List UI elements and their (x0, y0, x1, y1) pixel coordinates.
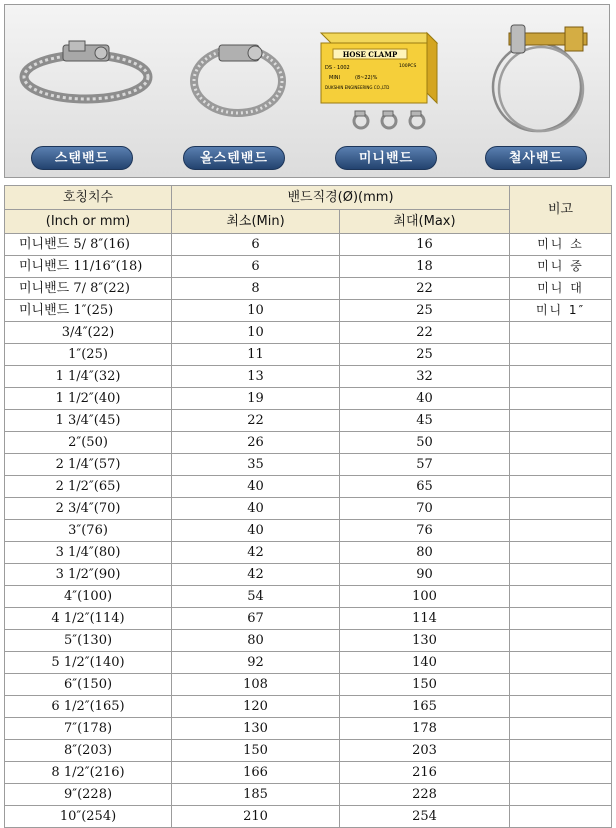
table-row (5, 762, 612, 784)
cell-min: 10 (172, 300, 340, 322)
cell-note (510, 388, 612, 410)
cell-size: 7″(178) (5, 718, 172, 740)
cell-note (510, 322, 612, 344)
cell-max: 32 (340, 366, 510, 388)
cell-min: 35 (172, 454, 340, 476)
cell-max: 203 (340, 740, 510, 762)
cell-note (510, 652, 612, 674)
cell-min: 67 (172, 608, 340, 630)
cell-min: 10 (172, 322, 340, 344)
table-row (5, 608, 612, 630)
table-row (5, 366, 612, 388)
product-wire-band (465, 5, 615, 179)
cell-note (510, 366, 612, 388)
header-note: 비고 (510, 186, 612, 234)
cell-min: 166 (172, 762, 340, 784)
cell-size: 미니밴드 11/16″(18) (5, 256, 172, 278)
cell-min: 80 (172, 630, 340, 652)
table-row (5, 784, 612, 806)
cell-size: 2 1/4″(57) (5, 454, 172, 476)
cell-min: 13 (172, 366, 340, 388)
cell-size: 3″(76) (5, 520, 172, 542)
cell-max: 114 (340, 608, 510, 630)
cell-size: 4″(100) (5, 586, 172, 608)
cell-note (510, 344, 612, 366)
cell-max: 50 (340, 432, 510, 454)
header-size-unit: (Inch or mm) (5, 210, 172, 234)
cell-min: 210 (172, 806, 340, 828)
cell-note (510, 806, 612, 828)
cell-note (510, 432, 612, 454)
cell-max: 228 (340, 784, 510, 806)
cell-min: 42 (172, 542, 340, 564)
product-label-mini-band: 미니밴드 (335, 146, 437, 170)
cell-size: 2 3/4″(70) (5, 498, 172, 520)
box-mini: MINI (329, 75, 341, 81)
cell-max: 130 (340, 630, 510, 652)
cell-min: 40 (172, 498, 340, 520)
cell-size: 9″(228) (5, 784, 172, 806)
box-pcs: 100PCS (399, 64, 417, 69)
wire-band-clamp-icon (465, 11, 615, 137)
cell-size: 2 1/2″(65) (5, 476, 172, 498)
cell-max: 22 (340, 322, 510, 344)
cell-size: 5 1/2″(140) (5, 652, 172, 674)
cell-max: 65 (340, 476, 510, 498)
cell-size: 미니밴드 1″(25) (5, 300, 172, 322)
cell-size: 5″(130) (5, 630, 172, 652)
cell-note (510, 762, 612, 784)
cell-max: 178 (340, 718, 510, 740)
cell-max: 25 (340, 300, 510, 322)
cell-note (510, 476, 612, 498)
table-row (5, 476, 612, 498)
cell-min: 40 (172, 476, 340, 498)
table-row (5, 322, 612, 344)
table-row (5, 454, 612, 476)
cell-note (510, 542, 612, 564)
cell-note: 미니 대 (510, 278, 612, 300)
cell-size: 1″(25) (5, 344, 172, 366)
cell-size: 6″(150) (5, 674, 172, 696)
table-row (5, 498, 612, 520)
cell-max: 40 (340, 388, 510, 410)
table-row (5, 740, 612, 762)
cell-min: 54 (172, 586, 340, 608)
header-diameter: 밴드직경(Ø)(mm) (172, 186, 510, 210)
cell-note: 미니 중 (510, 256, 612, 278)
product-label-all-stainless-band: 올스텐밴드 (183, 146, 285, 170)
cell-max: 57 (340, 454, 510, 476)
table-row (5, 652, 612, 674)
table-body (5, 234, 612, 828)
cell-size: 3 1/2″(90) (5, 564, 172, 586)
cell-size: 1 1/4″(32) (5, 366, 172, 388)
table-row (5, 388, 612, 410)
cell-note (510, 674, 612, 696)
table-row (5, 542, 612, 564)
product-label-stainless-band: 스탠밴드 (31, 146, 133, 170)
cell-max: 70 (340, 498, 510, 520)
all-stainless-band-clamp-icon (163, 11, 313, 137)
cell-size: 1 3/4″(45) (5, 410, 172, 432)
table-row (5, 696, 612, 718)
cell-note (510, 410, 612, 432)
cell-note (510, 740, 612, 762)
cell-min: 130 (172, 718, 340, 740)
cell-max: 76 (340, 520, 510, 542)
cell-max: 165 (340, 696, 510, 718)
product-stainless-band (11, 5, 161, 179)
cell-max: 18 (340, 256, 510, 278)
cell-size: 6 1/2″(165) (5, 696, 172, 718)
stainless-band-clamp-icon (11, 11, 161, 137)
cell-min: 11 (172, 344, 340, 366)
mini-band-box-icon (315, 11, 465, 137)
cell-size: 미니밴드 7/ 8″(22) (5, 278, 172, 300)
cell-note (510, 454, 612, 476)
cell-note (510, 718, 612, 740)
cell-size: 3/4″(22) (5, 322, 172, 344)
product-mini-band (315, 5, 465, 179)
cell-note (510, 696, 612, 718)
table-row (5, 674, 612, 696)
header-max: 최대(Max) (340, 210, 510, 234)
cell-size: 8 1/2″(216) (5, 762, 172, 784)
cell-max: 216 (340, 762, 510, 784)
cell-max: 100 (340, 586, 510, 608)
table-row (5, 432, 612, 454)
box-title: HOSE CLAMP (342, 50, 398, 59)
box-range: (8~22)% (355, 75, 378, 81)
header-min: 최소(Min) (172, 210, 340, 234)
cell-note (510, 630, 612, 652)
cell-min: 108 (172, 674, 340, 696)
cell-note: 미니 1″ (510, 300, 612, 322)
cell-note (510, 586, 612, 608)
header-size: 호칭치수 (5, 186, 172, 210)
cell-size: 8″(203) (5, 740, 172, 762)
table-row (5, 234, 612, 256)
cell-size: 3 1/4″(80) (5, 542, 172, 564)
cell-max: 22 (340, 278, 510, 300)
cell-size: 10″(254) (5, 806, 172, 828)
cell-note: 미니 소 (510, 234, 612, 256)
table-row (5, 630, 612, 652)
cell-note (510, 498, 612, 520)
table-row (5, 564, 612, 586)
table-row (5, 344, 612, 366)
cell-note (510, 784, 612, 806)
table-row (5, 278, 612, 300)
cell-max: 254 (340, 806, 510, 828)
box-model: DS - 1002 (325, 65, 350, 71)
cell-min: 150 (172, 740, 340, 762)
cell-min: 19 (172, 388, 340, 410)
table-row (5, 410, 612, 432)
box-maker: DUKSHIN ENGINEERING CO.,LTD (325, 85, 390, 90)
cell-min: 26 (172, 432, 340, 454)
cell-max: 150 (340, 674, 510, 696)
cell-min: 22 (172, 410, 340, 432)
cell-size: 1 1/2″(40) (5, 388, 172, 410)
product-all-stainless-band (163, 5, 313, 179)
cell-note (510, 608, 612, 630)
product-label-wire-band: 철사밴드 (485, 146, 587, 170)
cell-max: 90 (340, 564, 510, 586)
cell-max: 80 (340, 542, 510, 564)
table-row (5, 256, 612, 278)
cell-min: 8 (172, 278, 340, 300)
cell-min: 120 (172, 696, 340, 718)
cell-min: 92 (172, 652, 340, 674)
cell-size: 2″(50) (5, 432, 172, 454)
cell-min: 185 (172, 784, 340, 806)
table-row (5, 806, 612, 828)
table-row (5, 300, 612, 322)
clamp-size-table (4, 185, 612, 828)
table-row (5, 718, 612, 740)
cell-max: 45 (340, 410, 510, 432)
cell-min: 6 (172, 256, 340, 278)
cell-max: 140 (340, 652, 510, 674)
cell-max: 16 (340, 234, 510, 256)
cell-size: 미니밴드 5/ 8″(16) (5, 234, 172, 256)
cell-min: 6 (172, 234, 340, 256)
cell-note (510, 520, 612, 542)
product-banner (4, 4, 610, 178)
cell-size: 4 1/2″(114) (5, 608, 172, 630)
cell-min: 40 (172, 520, 340, 542)
table-row (5, 520, 612, 542)
cell-max: 25 (340, 344, 510, 366)
cell-note (510, 564, 612, 586)
cell-min: 42 (172, 564, 340, 586)
table-row (5, 586, 612, 608)
